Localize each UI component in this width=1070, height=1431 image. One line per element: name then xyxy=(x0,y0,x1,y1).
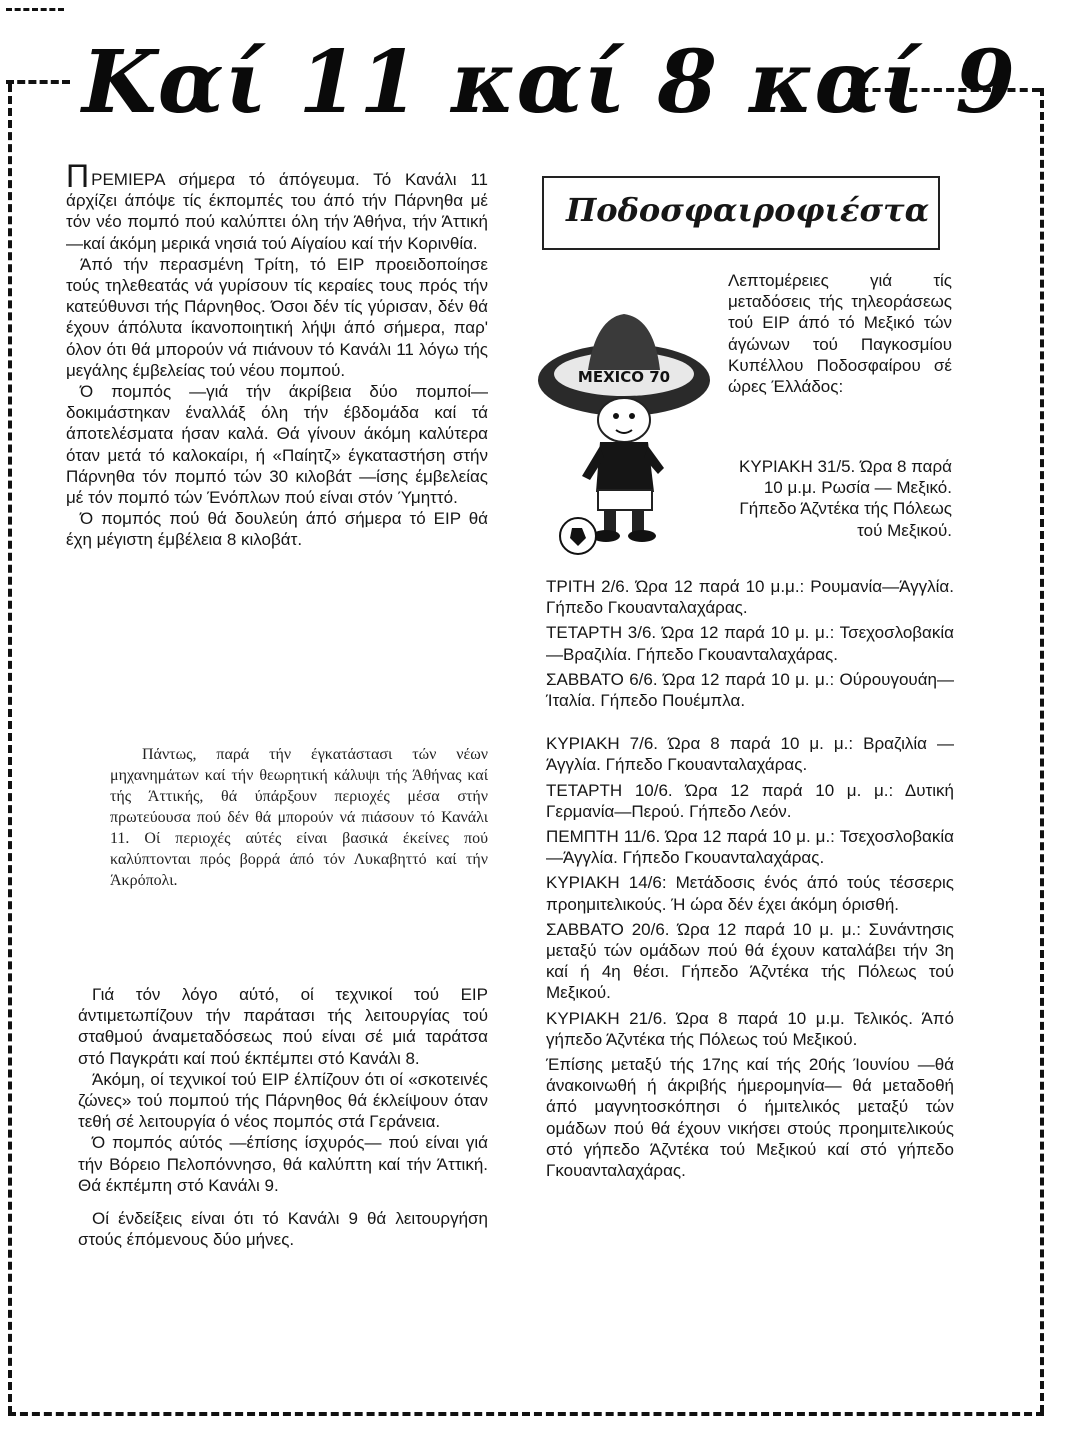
article-paragraph-8: Οί ένδείξεις είναι ότι τό Κανάλι 9 θά λειτουργήση στούς έπόμενους δύο μήνες. xyxy=(78,1209,488,1250)
schedule-list xyxy=(546,576,954,1185)
frame-left-border xyxy=(8,84,12,1414)
frame-bottom-border xyxy=(8,1412,1044,1416)
schedule-entry: ΠΕΜΠΤΗ 11/6. Ώρα 12 παρά 10 μ. μ.: Τσεχοσλοβακία—Άγγλία. Γήπεδο Γκουανταλαχάρας. xyxy=(546,827,954,868)
schedule-entry: Έπίσης μεταξύ τής 17ης καί τής 20ής Ίουνίου —θά άνακοινωθή ή άκριβής ήμερομηνία— θά μεταδοθή άπό μαγνητοσκόπησι ό ήμιτελικός μεταξύ τών ομάδων πού θά έχουν νικήσει στούς προημιτελικούς στό γήπεδο Άζντέκα τού Μεξικού καί στό γήπεδο Γκουανταλαχάρας. xyxy=(546,1055,954,1181)
schedule-entry: ΣΑΒΒΑΤΟ 6/6. Ώρα 12 παρά 10 μ. μ.: Ούρουγουάη—Ίταλία. Γήπεδο Πουέμπλα. xyxy=(546,669,954,711)
article-paragraph-6: Άκόμη, οί τεχνικοί τού ΕΙΡ έλπίζουν ότι οί «σκοτεινές ζώνες» τού πομπού τής Πάρνηθος θά έκλείψουν όταν τεθή σέ λειτουργία ό νέος πομπός στά Γεράνεια. xyxy=(78,1069,488,1132)
sombrero-label: MEXICO 70 xyxy=(577,368,671,386)
schedule-entry: ΚΥΡΙΑΚΗ 7/6. Ώρα 8 παρά 10 μ. μ.: Βραζιλία — Άγγλία. Γήπεδο Γκουανταλαχάρας. xyxy=(546,734,954,775)
drop-cap: Π xyxy=(66,158,90,194)
sombrero-crown xyxy=(588,314,660,370)
article-paragraph-2: Άπό τήν περασμένη Τρίτη, τό ΕΙΡ προειδοποίησε τούς τηλεθεατάς νά γυρίσουν τίς κεραίες τους πρός τήν κατεύθυνσι τής Πάρνηθος. Όσοι δέν τίς γύρισαν, δέν θά έχουν άπόλυτα ίκανοποιητική λήψι άπό σήμερα, παρ' όλον ότι θά μπορούν νά πιάνουν τό Κανάλι 11 λόγω τής μεγάλης έμβελείας τού νέου πομπού. xyxy=(66,254,488,380)
article-paragraph-4: Ό πομπός πού θά δουλεύη άπό σήμερα τό ΕΙΡ θά έχη μέγιστη έμβέλεια 8 κιλοβάτ. xyxy=(66,509,488,550)
schedule-entry: ΚΥΡΙΑΚΗ 21/6. Ώρα 8 παρά 10 μ.μ. Τελικός. Άπό γήπεδο Άζντέκα τής Πόλεως τού Μεξικού. xyxy=(546,1008,954,1049)
serif-paragraph: Πάντως, παρά τήν έγκατάστασι τών νέων μηχανημάτων καί τήν θεωρητική κάλυψι τής Άθήνας καί τής Άττικής, θά ύπάρξουν περιοχές μέσα στήν πρωτεύουσα πού δέν θά μπορούν νά πιάσουν τό Κανάλι 11. Οί περιοχές αύτές είναι βασικά έκείνες πού καλύπτονται πρός βορρά άπό τόν Λυκαβηττό καί τήν Άκρόπολι. xyxy=(110,746,488,889)
world-cup-mascot-illustration xyxy=(526,300,726,560)
frame-right-border xyxy=(1040,88,1044,1413)
schedule-entry: ΤΕΤΑΡΤΗ 3/6. Ώρα 12 παρά 10 μ. μ.: Τσεχοσλοβακία—Βραζιλία. Γήπεδο Γκουανταλαχάρας. xyxy=(546,623,954,664)
mascot-shirt xyxy=(596,442,654,492)
schedule-entry: ΚΥΡΙΑΚΗ 14/6: Μετάδοσις ένός άπό τούς τέσσερις προημιτελικούς. Ή ώρα δέν έχει άκόμη όρισθή. xyxy=(546,873,954,914)
article-paragraph-5: Γιά τόν λόγο αύτό, οί τεχνικοί τού ΕΙΡ άντιμετωπίζουν τήν παράτασι τής λειτουργίας τού σταθμού άναμεταδόσεως πού είναι σέ μιά ταράτσα στό Παγκράτι καί πού έκπέμπει στό Κανάλι 8. xyxy=(78,985,488,1068)
schedule-entry-first: ΚΥΡΙΑΚΗ 31/5. Ώρα 8 παρά 10 μ.μ. Ρωσία — Μεξικό. Γήπεδο Άζντέκα τής Πόλεως τού Μεξικού. xyxy=(739,457,952,540)
left-article-continued xyxy=(78,984,488,1250)
mascot-shorts xyxy=(598,490,652,510)
sidebar-title: Ποδοσφαιροφιέστα xyxy=(566,191,930,229)
sidebar-intro: Λεπτομέρειες γιά τίς μεταδόσεις τής τηλεοράσεως τού ΕΙΡ άπό τό Μεξικό τών άγώνων τού Παγκοσμίου Κυπέλλου Ποδοσφαίρου σέ ώρες Έλλάδος: xyxy=(728,271,952,397)
mascot-eye-right xyxy=(629,413,635,419)
article-paragraph-7: Ό πομπός αύτός —έπίσης ίσχυρός— πού είναι γιά τήν Βόρειο Πελοπόννησο, θά καλύπτη καί τήν Άττική. Θά έκπέμπη στό Κανάλι 9. xyxy=(78,1133,488,1195)
mascot-boot-right xyxy=(628,530,656,542)
frame-top-left-border xyxy=(6,80,70,84)
mascot-eye-left xyxy=(613,413,619,419)
article-paragraph-3: Ό πομπός —γιά τήν άκρίβεια δύο πομποί— δοκιμάστηκαν έναλλάξ όλη τήν έβδομάδα καί τά άποτελέσματα ήσαν καλά. Θά γίνουν άκόμη καλύτερα όταν μετά τό καλοκαίρι, ή «Παίητζ» έγκαταστήση στήν Πάρνηθα τόν πομπό τών 30 κιλοβάτ —ίσης έμβελείας μέ τόν πομπό τών Ένόπλων πού είναι στόν Ύμηττό. xyxy=(66,382,488,508)
schedule-entry: ΤΡΙΤΗ 2/6. Ώρα 12 παρά 10 μ.μ.: Ρουμανία—Άγγλία. Γήπεδο Γκουανταλαχάρας. xyxy=(546,577,954,618)
article-paragraph-1: ΠΡΕΜΙΕΡΑ σήμερα τό άπόγευμα. Τό Κανάλι 11 άρχίζει άπόψε τίς έκπομπές του άπό τήν Πάρνηθα μέ τόν νέο πομπό πού καλύπτει όλη τήν Άθήνα, τήν Άττική —καί άκόμη μερικά νησιά τού Αίγαίου καί τήν Κορινθία. xyxy=(66,158,488,253)
headline: Καί 11 καί 8 καί 9 xyxy=(82,32,1017,133)
serif-insert-block xyxy=(110,744,488,891)
schedule-entry: ΤΕΤΑΡΤΗ 10/6. Ώρα 12 παρά 10 μ. μ.: Δυτική Γερμανία—Περού. Γήπεδο Λεόν. xyxy=(546,780,954,821)
corner-dash-mark xyxy=(6,8,64,11)
schedule-entry: ΣΑΒΒΑΤΟ 20/6. Ώρα 12 παρά 10 μ. μ.: Συνάντησις μεταξύ τών ομάδων πού θά έχουν καταλάβει τήν 3η καί ή 4η θέσι. Γήπεδο Άζντέκα τής Πόλεως τού Μεξικού. xyxy=(546,919,954,1003)
mascot-face xyxy=(598,398,650,442)
left-article xyxy=(66,158,488,551)
